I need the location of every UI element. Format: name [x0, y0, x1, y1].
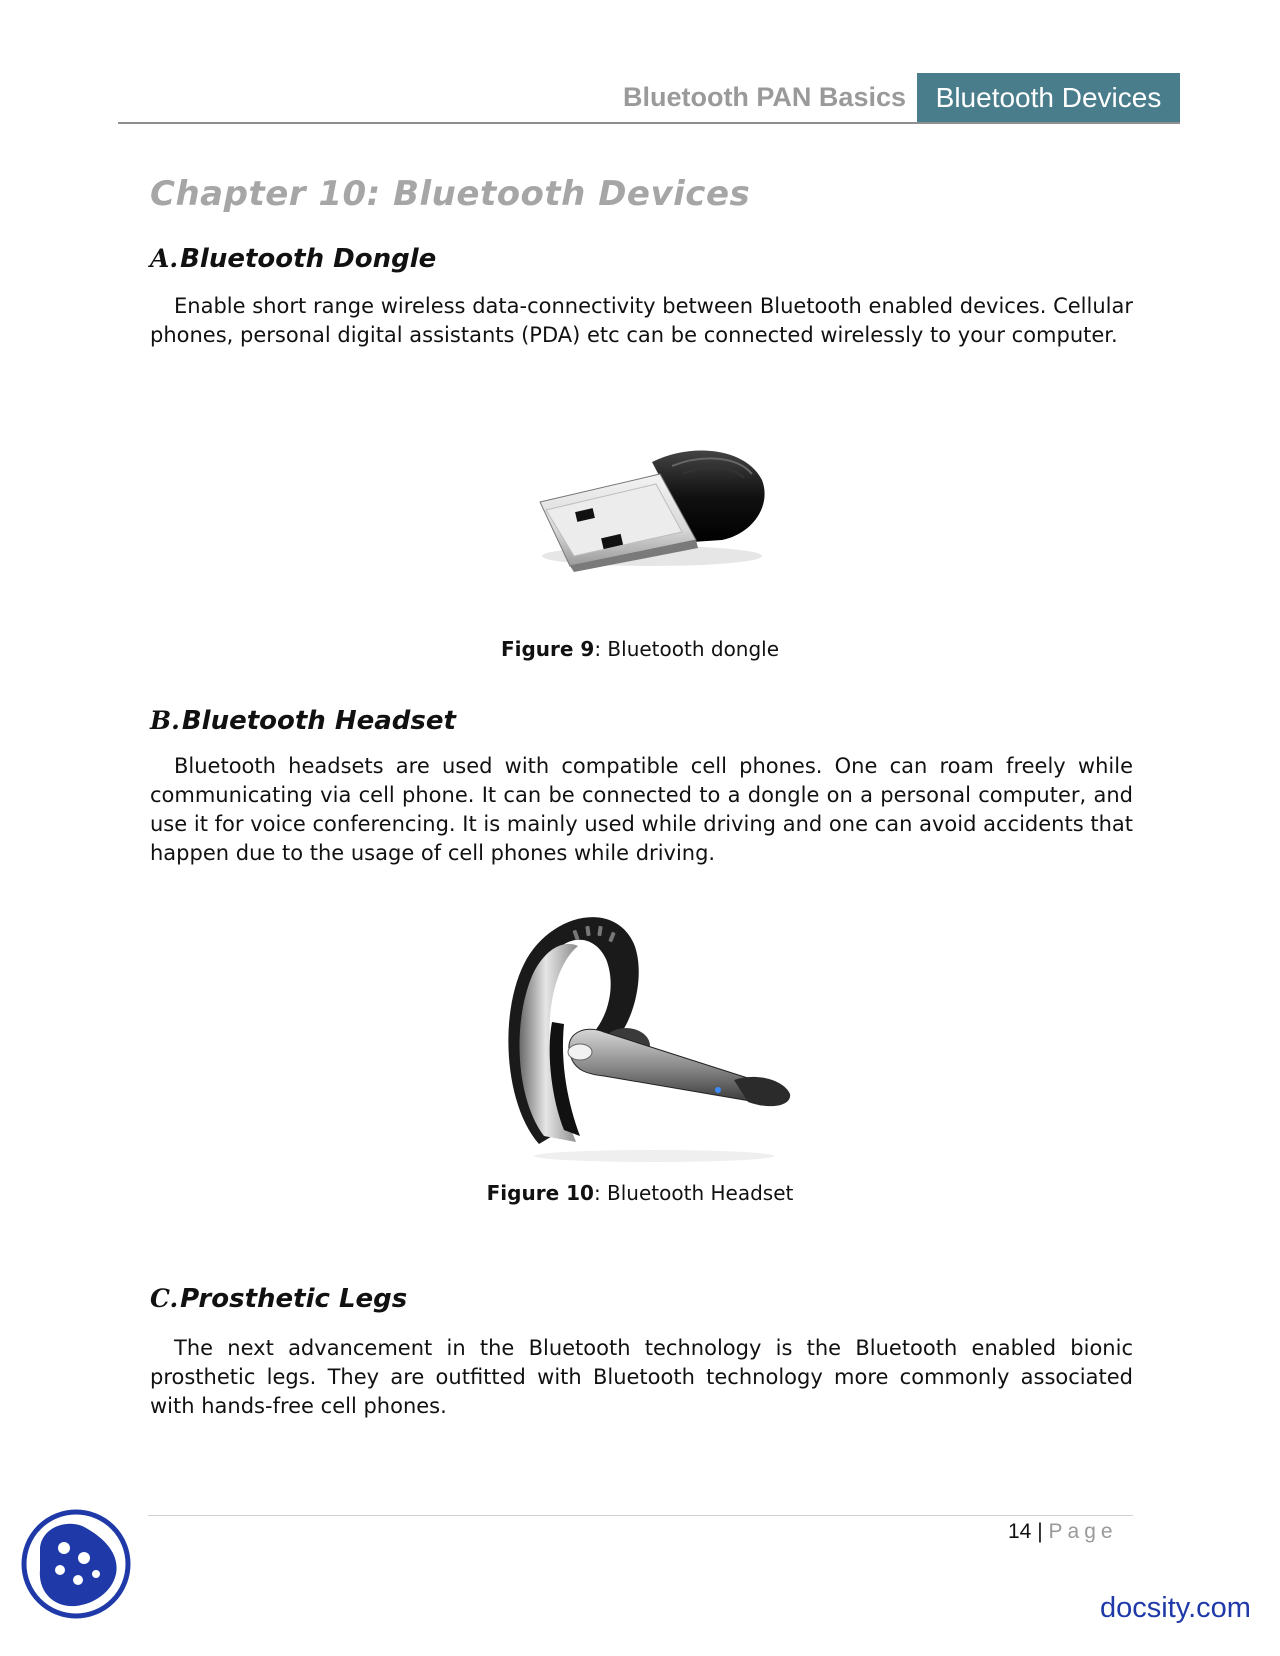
figure-label: Figure 9 [500, 637, 595, 661]
section-body-dongle: Enable short range wireless data-connectivity between Bluetooth enabled devices. Cellular phones, personal digital assistants (PDA) etc can be connected wirelessly to your computer. [150, 294, 1133, 347]
chapter-title: Chapter 10: Bluetooth Devices [150, 174, 751, 214]
docsity-logo-icon [20, 1508, 132, 1620]
footer-divider [148, 1515, 1133, 1516]
section-letter: C. [150, 1284, 179, 1313]
section-title: Prosthetic Legs [180, 1284, 408, 1314]
section-letter: A. [150, 244, 179, 273]
running-header-section-tab: Bluetooth Devices [917, 73, 1180, 123]
running-header-title: Bluetooth PAN Basics [622, 82, 906, 112]
page-number-separator: | [1037, 1520, 1043, 1543]
section-letter: B. [150, 706, 180, 735]
figure-caption-text: : Bluetooth Headset [593, 1181, 794, 1205]
section-body-prosthetic-legs: The next advancement in the Bluetooth technology is the Bluetooth enabled bionic prosthetic legs. They are outfitted with Bluetooth technology more commonly associated with hands-free cell phones. [150, 1336, 1133, 1418]
figure-caption-text: : Bluetooth dongle [594, 637, 780, 661]
header-divider [118, 122, 1180, 124]
figure-caption-dongle [0, 637, 1280, 661]
bluetooth-headset-image [494, 904, 814, 1164]
section-title: Bluetooth Headset [181, 706, 456, 736]
section-heading-dongle [150, 244, 436, 274]
page-number-value: 14 [1008, 1520, 1032, 1543]
figure-label: Figure 10 [486, 1181, 594, 1205]
bluetooth-dongle-image [532, 444, 772, 572]
section-body-headset: Bluetooth headsets are used with compatible cell phones. One can roam freely while communicating via cell phone. It can be connected to a dongle on a personal computer, and use it for voice conferencing. It is mainly used while driving and one can avoid accidents that happen due to the usage of cell phones while driving. [150, 754, 1133, 865]
section-heading-headset [150, 706, 456, 736]
section-title: Bluetooth Dongle [180, 244, 437, 274]
page-word: Page [1048, 1520, 1118, 1543]
section-heading-prosthetic-legs [150, 1284, 407, 1314]
docsity-brand-link[interactable]: docsity.com [1100, 1592, 1251, 1624]
figure-caption-headset [0, 1181, 1280, 1205]
page-number [1008, 1520, 1118, 1544]
